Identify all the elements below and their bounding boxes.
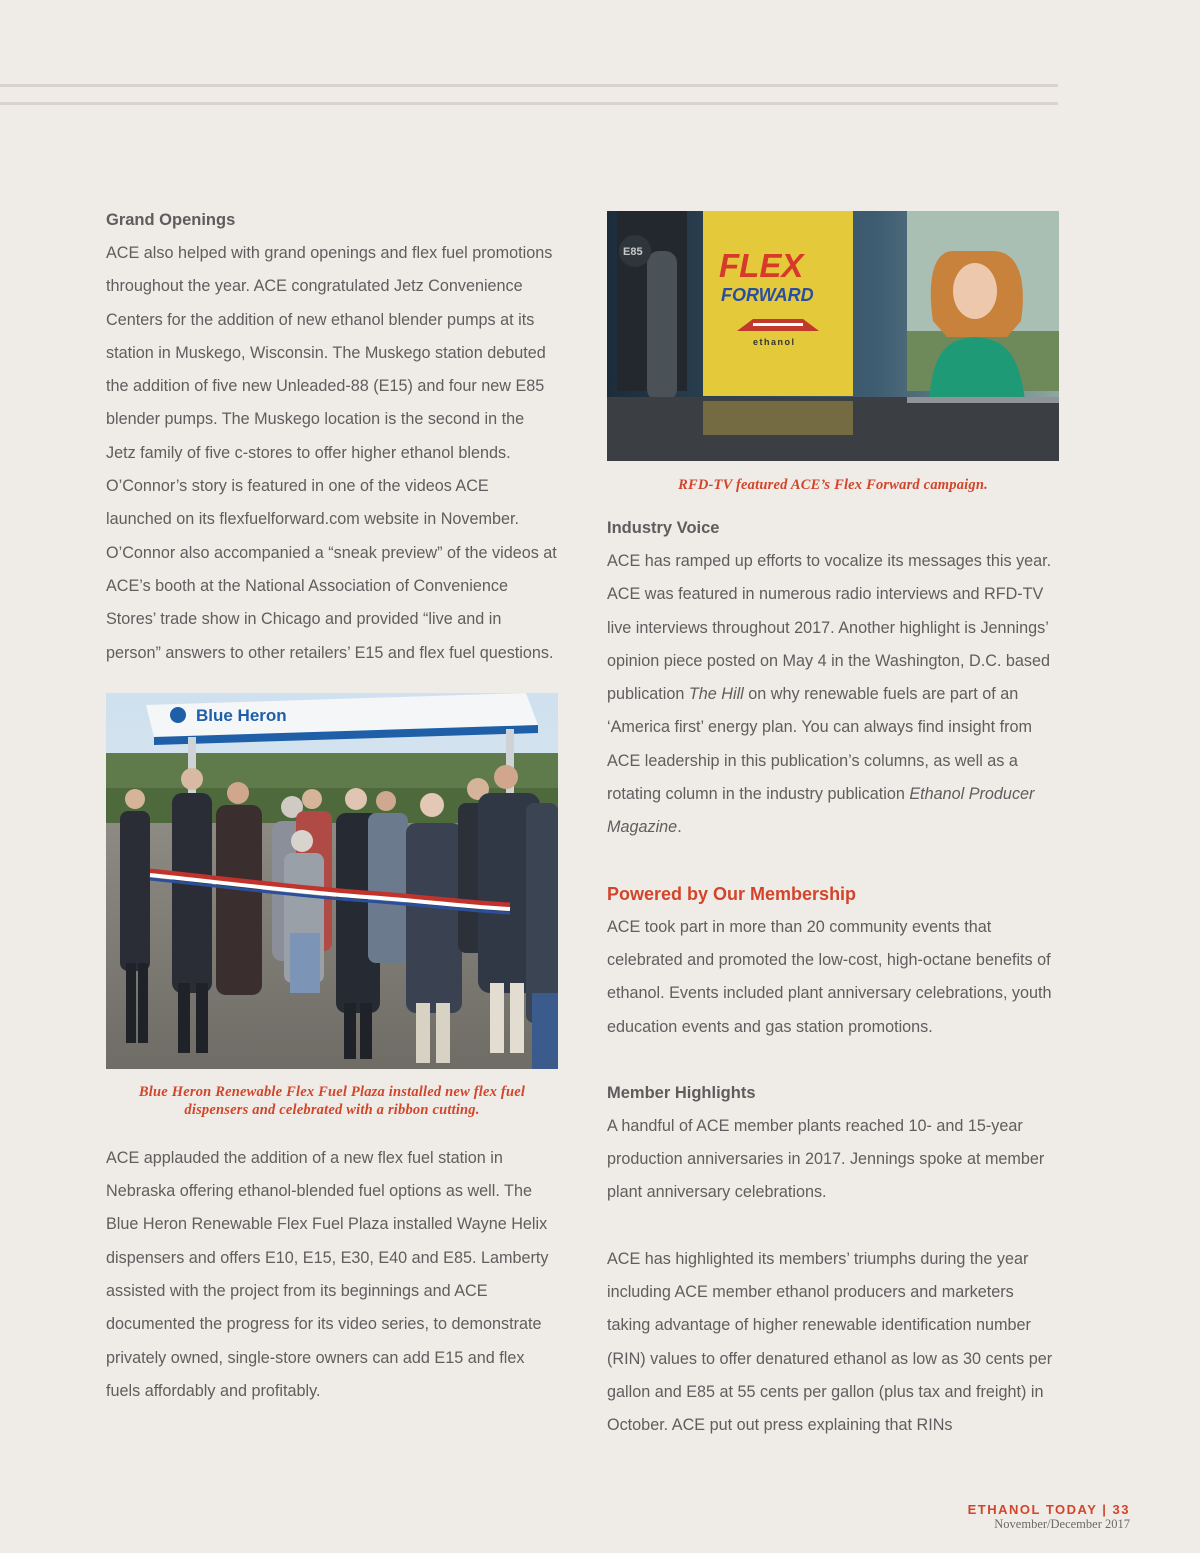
industry-voice-paragraph: [607, 545, 1059, 845]
industry-voice-text-c: .: [677, 818, 682, 837]
section-heading-member-highlights: Member Highlights: [607, 1083, 756, 1102]
ethanol-producer-magazine-title: Ethanol Producer Magazine: [607, 785, 1035, 837]
top-rule: [0, 84, 1058, 87]
issue-date: November/December 2017: [994, 1517, 1130, 1531]
section-heading-grand-openings: Grand Openings: [106, 211, 236, 229]
flex-forward-broadcast-illustration: [607, 211, 1059, 461]
svg-text:FLEX: FLEX: [719, 247, 804, 284]
svg-text:FORWARD: FORWARD: [721, 285, 814, 305]
svg-text:ethanol: ethanol: [753, 337, 796, 347]
rfd-tv-caption: RFD-TV featured ACE’s Flex Forward campaign.: [678, 477, 988, 493]
grand-openings-paragraph: ACE also helped with grand openings and flex fuel promotions throughout the year. ACE congratulated Jetz Convenience Centers for the addition of new ethanol blender pumps at its station in Muskego, Wisconsin. The Muskego station debuted the addition of five new Unleaded-88 (E15) and four new E85 blender pumps. The Muskego location is the second in the Jetz family of five c-stores to offer higher ethanol blends. O’Connor’s story is featured in one of the videos ACE launched on its flexfuelforward.com website in November. O’Connor also accompanied a “sneak preview” of the videos at ACE’s booth at the National Association of Convenience Stores’ trade show in Chicago and provided “live and in person” answers to other retailers’ E15 and flex fuel questions.: [106, 244, 557, 662]
svg-text:Blue Heron: Blue Heron: [196, 705, 287, 725]
magazine-folio: ETHANOL TODAY | 33: [967, 1502, 1130, 1517]
left-column: [106, 204, 558, 1408]
industry-voice-text-a: ACE has ramped up efforts to vocalize its messages this year. ACE was featured in numerous radio interviews and RFD-TV live interviews throughout 2017. Another highlight is Jennings’ opinion piece posted on May 4 in the Washington, D.C. based publication: [607, 552, 1052, 704]
section-heading-membership: Powered by Our Membership: [607, 883, 857, 904]
member-highlights-paragraph-2: ACE has highlighted its members’ triumphs during the year including ACE member ethanol producers and marketers taking advantage of higher renewable identification number (RIN) values to offer denatured ethanol as low as 30 cents per gallon and E85 at 55 cents per gallon (plus tax and freight) in October. ACE put out press explaining that RINs: [607, 1249, 1053, 1435]
ribbon-cutting-caption: Blue Heron Renewable Flex Fuel Plaza installed new flex fuel dispensers and celebrated with a ribbon cutting.: [138, 1083, 526, 1118]
svg-text:E85: E85: [623, 246, 643, 258]
ribbon-cutting-illustration: [106, 693, 558, 1069]
right-column: [607, 211, 1059, 1443]
ribbon-cutting-photo: [106, 693, 558, 1069]
blue-heron-paragraph: ACE applauded the addition of a new flex fuel station in Nebraska offering ethanol-blended fuel options as well. The Blue Heron Renewable Flex Fuel Plaza installed Wayne Helix dispensers and offers E10, E15, E30, E40 and E85. Lamberty assisted with the project from its beginnings and ACE documented the progress for its video series, to demonstrate privately owned, single-store owners can add E15 and flex fuels affordably and profitably.: [106, 1148, 549, 1400]
presenter: [929, 251, 1025, 401]
the-hill-title: The Hill: [688, 685, 744, 704]
rfd-tv-photo: [607, 211, 1059, 461]
member-highlights-paragraph-1: A handful of ACE member plants reached 10- and 15-year production anniversaries in 2017. Jennings spoke at member plant anniversary celebrations.: [607, 1116, 1045, 1202]
page-footer: [968, 1502, 1130, 1532]
membership-paragraph: ACE took part in more than 20 community events that celebrated and promoted the low-cost, high-octane benefits of ethanol. Events included plant anniversary celebrations, youth education events and gas station promotions.: [607, 917, 1052, 1036]
top-rule-secondary: [0, 102, 1058, 105]
industry-voice-text-b: on why renewable fuels are part of an ‘America first’ energy plan. You can always find insight from ACE leadership in this publication’s columns, as well as a rotating column in the industry publication: [607, 685, 1032, 804]
fuel-nozzle-icon: [617, 211, 687, 401]
section-heading-industry-voice: Industry Voice: [607, 519, 720, 537]
